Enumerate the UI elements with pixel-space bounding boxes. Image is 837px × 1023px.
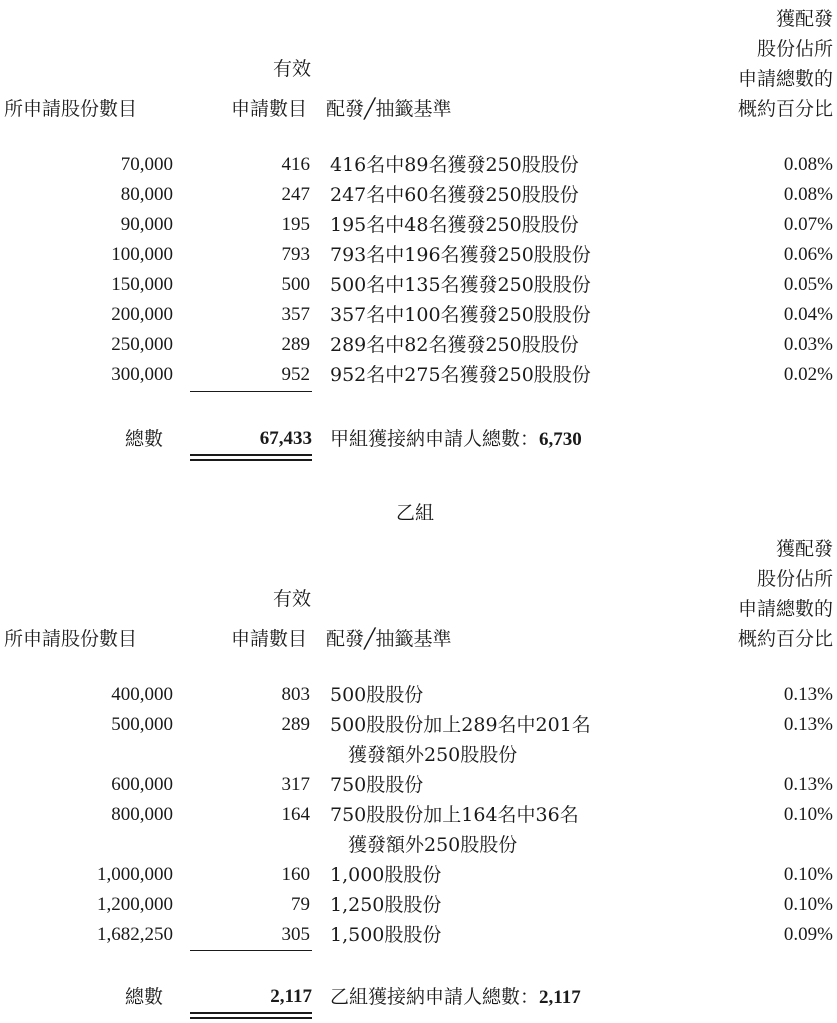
group-b-pct-header-line3: 申請總數的 bbox=[737, 598, 833, 620]
shares-applied-cell: 1,200,000 bbox=[97, 894, 173, 915]
valid-apps-cell: 247 bbox=[281, 184, 310, 205]
pct-cell: 0.08% bbox=[783, 154, 833, 175]
shares-applied-cell: 400,000 bbox=[111, 684, 173, 705]
group-b-pct-header-line1: 獲配發 bbox=[775, 538, 833, 560]
group-b-valid-apps-header-line1: 有效 bbox=[272, 588, 311, 610]
valid-apps-cell: 195 bbox=[281, 214, 310, 235]
basis-cell: 793名中196名獲發250股股份 bbox=[330, 244, 591, 266]
shares-applied-cell: 1,000,000 bbox=[97, 864, 173, 885]
basis-cell: 289名中82名獲發250股股份 bbox=[330, 334, 579, 356]
shares-applied-cell: 200,000 bbox=[111, 304, 173, 325]
shares-applied-cell: 600,000 bbox=[111, 774, 173, 795]
shares-applied-cell: 250,000 bbox=[111, 334, 173, 355]
pct-cell: 0.13% bbox=[783, 684, 833, 705]
group-b-pct-header-line4: 概約百分比 bbox=[737, 628, 833, 650]
group-b-total-value: 2,117 bbox=[270, 986, 312, 1007]
group-a-subtotal-rule bbox=[190, 391, 312, 392]
valid-apps-cell: 317 bbox=[281, 774, 310, 795]
group-b-accepted-value: 2,117 bbox=[539, 987, 581, 1008]
shares-applied-cell: 90,000 bbox=[120, 214, 173, 235]
shares-applied-cell: 300,000 bbox=[111, 364, 173, 385]
pct-cell: 0.03% bbox=[783, 334, 833, 355]
pct-cell: 0.10% bbox=[783, 894, 833, 915]
group-a-pct-header-line1: 獲配發 bbox=[775, 8, 833, 30]
basis-cell: 750股股份 bbox=[330, 774, 424, 796]
basis-cell: 500股股份 bbox=[330, 684, 424, 706]
group-b-total-label: 總數 bbox=[125, 986, 164, 1008]
group-b-valid-apps-header-line2: 申請數目 bbox=[231, 628, 308, 650]
basis-cell-continuation: 獲發額外250股股份 bbox=[348, 834, 518, 856]
pct-cell: 0.04% bbox=[783, 304, 833, 325]
pct-cell: 0.09% bbox=[783, 924, 833, 945]
shares-applied-cell: 1,682,250 bbox=[97, 924, 173, 945]
group-b-accepted-applicants bbox=[330, 984, 581, 1011]
valid-apps-cell: 305 bbox=[281, 924, 310, 945]
valid-apps-cell: 289 bbox=[281, 714, 310, 735]
pct-cell: 0.08% bbox=[783, 184, 833, 205]
shares-applied-cell: 80,000 bbox=[120, 184, 173, 205]
basis-cell: 750股股份加上164名中36名 bbox=[330, 804, 579, 826]
pct-cell: 0.02% bbox=[783, 364, 833, 385]
basis-cell: 195名中48名獲發250股股份 bbox=[330, 214, 579, 236]
basis-cell: 500名中135名獲發250股股份 bbox=[330, 274, 591, 296]
valid-apps-cell: 164 bbox=[281, 804, 310, 825]
shares-applied-cell: 800,000 bbox=[111, 804, 173, 825]
pct-cell: 0.10% bbox=[783, 804, 833, 825]
valid-apps-cell: 803 bbox=[281, 684, 310, 705]
group-a-total-label: 總數 bbox=[125, 428, 164, 450]
pct-cell: 0.06% bbox=[783, 244, 833, 265]
shares-applied-cell: 70,000 bbox=[120, 154, 173, 175]
pct-cell: 0.13% bbox=[783, 714, 833, 735]
group-b-pct-header-line2: 股份佔所 bbox=[756, 568, 833, 590]
valid-apps-cell: 416 bbox=[281, 154, 310, 175]
group-a-total-value: 67,433 bbox=[259, 428, 312, 449]
valid-apps-cell: 79 bbox=[291, 894, 310, 915]
group-a-valid-apps-header-line2: 申請數目 bbox=[231, 98, 308, 120]
basis-cell: 416名中89名獲發250股股份 bbox=[330, 154, 579, 176]
pct-cell: 0.13% bbox=[783, 774, 833, 795]
pct-cell: 0.05% bbox=[783, 274, 833, 295]
valid-apps-cell: 793 bbox=[281, 244, 310, 265]
basis-cell: 247名中60名獲發250股股份 bbox=[330, 184, 579, 206]
pct-cell: 0.10% bbox=[783, 864, 833, 885]
group-a-basis-header: 配發╱抽籤基準 bbox=[326, 98, 452, 120]
group-b-shares-applied-header: 所申請股份數目 bbox=[4, 628, 138, 650]
valid-apps-cell: 160 bbox=[281, 864, 310, 885]
shares-applied-cell: 100,000 bbox=[111, 244, 173, 265]
group-a-valid-apps-header-line1: 有效 bbox=[272, 58, 311, 80]
group-a-accepted-value: 6,730 bbox=[539, 429, 582, 450]
shares-applied-cell: 500,000 bbox=[111, 714, 173, 735]
group-a-accepted-label: 甲組獲接納申請人總數： bbox=[330, 428, 540, 450]
group-b-basis-header: 配發╱抽籤基準 bbox=[326, 628, 452, 650]
valid-apps-cell: 289 bbox=[281, 334, 310, 355]
basis-cell: 1,000股股份 bbox=[330, 864, 442, 886]
group-a-pct-header-line2: 股份佔所 bbox=[756, 38, 833, 60]
shares-applied-cell: 150,000 bbox=[111, 274, 173, 295]
basis-cell: 952名中275名獲發250股股份 bbox=[330, 364, 591, 386]
basis-cell-continuation: 獲發額外250股股份 bbox=[348, 744, 518, 766]
group-a-shares-applied-header: 所申請股份數目 bbox=[4, 98, 138, 120]
valid-apps-cell: 357 bbox=[281, 304, 310, 325]
group-b-title: 乙組 bbox=[396, 502, 435, 524]
group-b-accepted-label: 乙組獲接納申請人總數： bbox=[330, 986, 540, 1008]
group-a-pct-header-line4: 概約百分比 bbox=[737, 98, 833, 120]
valid-apps-cell: 952 bbox=[281, 364, 310, 385]
group-b-total-double-rule bbox=[190, 1012, 312, 1019]
basis-cell: 1,500股股份 bbox=[330, 924, 442, 946]
basis-cell: 500股股份加上289名中201名 bbox=[330, 714, 591, 736]
valid-apps-cell: 500 bbox=[281, 274, 310, 295]
group-a-total-double-rule bbox=[190, 454, 312, 461]
group-b-subtotal-rule bbox=[190, 950, 312, 951]
basis-cell: 357名中100名獲發250股股份 bbox=[330, 304, 591, 326]
pct-cell: 0.07% bbox=[783, 214, 833, 235]
basis-cell: 1,250股股份 bbox=[330, 894, 442, 916]
group-a-accepted-applicants bbox=[330, 426, 582, 453]
group-a-pct-header-line3: 申請總數的 bbox=[737, 68, 833, 90]
